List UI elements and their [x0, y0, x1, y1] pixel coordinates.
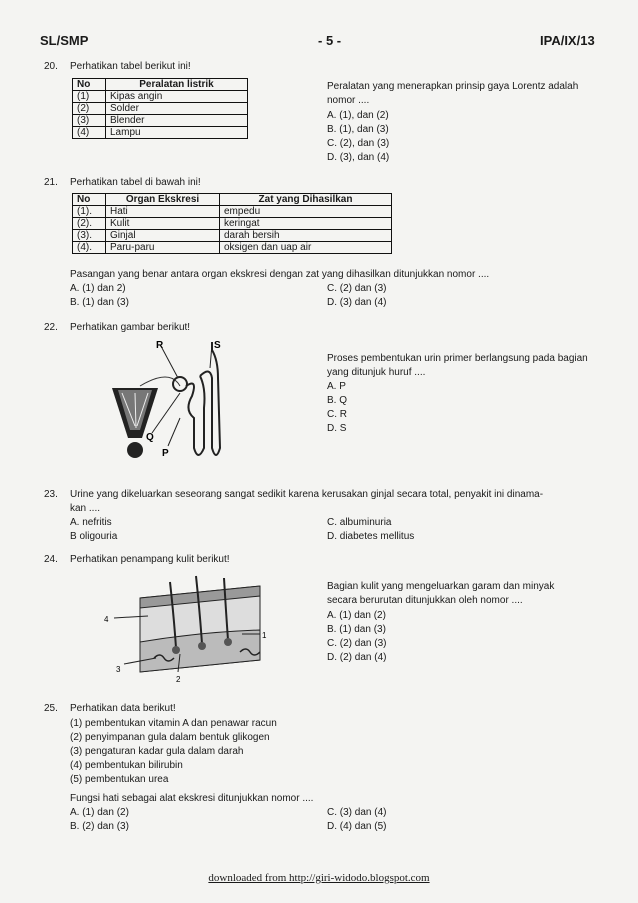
q24-option-b[interactable]: B. (1) dan (3) [327, 624, 386, 635]
q25-item-5: (5) pembentukan urea [70, 774, 169, 785]
cell: (3). [73, 230, 106, 242]
q25-option-b[interactable]: B. (2) dan (3) [70, 821, 129, 832]
q24-prompt: Perhatikan penampang kulit berikut! [70, 554, 230, 565]
q23-option-c[interactable]: C. albuminuria [327, 517, 392, 528]
table-row [73, 115, 248, 127]
cell: Ginjal [106, 230, 220, 242]
q24-option-a[interactable]: A. (1) dan (2) [327, 610, 386, 621]
table-row [73, 230, 392, 242]
q24-question-line1: Bagian kulit yang mengeluarkan garam dan minyak [327, 581, 555, 592]
cell: (3) [73, 115, 106, 127]
q21-question: Pasangan yang benar antara organ ekskresi dengan zat yang dihasilkan ditunjukkan nomor .... [70, 269, 490, 280]
table-row [73, 127, 248, 139]
q22-question-line1: Proses pembentukan urin primer berlangsung pada bagian [327, 353, 588, 364]
q25-question: Fungsi hati sebagai alat ekskresi ditunjukkan nomor .... [70, 793, 314, 804]
q21-th-substance: Zat yang Dihasilkan [220, 194, 392, 206]
cell: Lampu [106, 127, 248, 139]
q21-option-b[interactable]: B. (1) dan (3) [70, 297, 129, 308]
label-2: 2 [176, 675, 181, 684]
q25-item-2: (2) penyimpanan gula dalam bentuk glikogen [70, 732, 270, 743]
cell: (4) [73, 127, 106, 139]
q25-item-3: (3) pengaturan kadar gula dalam darah [70, 746, 244, 757]
q25-option-a[interactable]: A. (1) dan (2) [70, 807, 129, 818]
label-q: Q [146, 432, 154, 443]
q24-option-c[interactable]: C. (2) dan (3) [327, 638, 387, 649]
table-row [73, 218, 392, 230]
q21-option-d[interactable]: D. (3) dan (4) [327, 297, 387, 308]
q24-number: 24. [44, 554, 58, 565]
q20-th-no: No [73, 79, 106, 91]
q22-question-line2: yang ditunjuk huruf .... [327, 367, 426, 378]
q20-number: 20. [44, 61, 58, 72]
q22-option-a[interactable]: A. P [327, 381, 346, 392]
q22-option-d[interactable]: D. S [327, 423, 347, 434]
q25-option-d[interactable]: D. (4) dan (5) [327, 821, 387, 832]
q23-number: 23. [44, 489, 58, 500]
skin-diagram [100, 568, 270, 686]
q20-question-line2: nomor .... [327, 95, 370, 106]
q22-option-b[interactable]: B. Q [327, 395, 348, 406]
q20-option-d[interactable]: D. (3), dan (4) [327, 152, 390, 163]
q25-option-c[interactable]: C. (3) dan (4) [327, 807, 387, 818]
q23-question-line1: Urine yang dikeluarkan seseorang sangat sedikit karena kerusakan ginjal secara total, penyakit ini dinama- [70, 489, 544, 500]
q23-question-line2: kan .... [70, 503, 101, 514]
cell: Solder [106, 103, 248, 115]
table-row [73, 91, 248, 103]
q25-prompt: Perhatikan data berikut! [70, 703, 176, 714]
q25-item-4: (4) pembentukan bilirubin [70, 760, 183, 771]
label-3: 3 [116, 665, 121, 674]
table-row [73, 103, 248, 115]
header-left: SL/SMP [40, 33, 89, 48]
q22-number: 22. [44, 322, 58, 333]
cell: Kipas angin [106, 91, 248, 103]
table-row [73, 242, 392, 254]
cell: oksigen dan uap air [220, 242, 392, 254]
q21-number: 21. [44, 177, 58, 188]
label-r: R [156, 340, 164, 351]
header-page-number: - 5 - [318, 33, 342, 48]
q21-option-c[interactable]: C. (2) dan (3) [327, 283, 387, 294]
table-row [73, 206, 392, 218]
label-4: 4 [104, 615, 109, 624]
q24-option-d[interactable]: D. (2) dan (4) [327, 652, 387, 663]
q23-option-b[interactable]: B oligouria [70, 531, 118, 542]
header-right: IPA/IX/13 [540, 33, 595, 48]
label-1: 1 [262, 631, 267, 640]
q24-question-line2: secara berurutan ditunjukkan oleh nomor .... [327, 595, 523, 606]
q21-th-organ: Organ Ekskresi [106, 194, 220, 206]
label-s: S [214, 340, 221, 351]
cell: (4). [73, 242, 106, 254]
cell: Paru-paru [106, 242, 220, 254]
q23-option-a[interactable]: A. nefritis [70, 517, 112, 528]
cell: (1). [73, 206, 106, 218]
cell: (2) [73, 103, 106, 115]
q25-item-1: (1) pembentukan vitamin A dan penawar racun [70, 718, 277, 729]
q22-option-c[interactable]: C. R [327, 409, 347, 420]
cell: darah bersih [220, 230, 392, 242]
q20-option-c[interactable]: C. (2), dan (3) [327, 138, 390, 149]
cell: keringat [220, 218, 392, 230]
q21-th-no: No [73, 194, 106, 206]
cell: Kulit [106, 218, 220, 230]
q20-table [72, 78, 248, 139]
q21-table [72, 193, 392, 254]
cell: (2). [73, 218, 106, 230]
q20-option-b[interactable]: B. (1), dan (3) [327, 124, 389, 135]
q21-prompt: Perhatikan tabel di bawah ini! [70, 177, 201, 188]
q22-prompt: Perhatikan gambar berikut! [70, 322, 191, 333]
q21-option-a[interactable]: A. (1) dan 2) [70, 283, 126, 294]
q20-th-device: Peralatan listrik [106, 79, 248, 91]
footer-download-link[interactable]: downloaded from http://giri-widodo.blogspot.com [208, 872, 430, 884]
q20-prompt: Perhatikan tabel berikut ini! [70, 61, 191, 72]
label-p: P [162, 448, 169, 459]
cell: (1) [73, 91, 106, 103]
cell: Hati [106, 206, 220, 218]
cell: Blender [106, 115, 248, 127]
q23-option-d[interactable]: D. diabetes mellitus [327, 531, 415, 542]
nephron-diagram [100, 338, 260, 478]
q20-question-line1: Peralatan yang menerapkan prinsip gaya Lorentz adalah [327, 81, 579, 92]
cell: empedu [220, 206, 392, 218]
q20-option-a[interactable]: A. (1), dan (2) [327, 110, 389, 121]
q25-number: 25. [44, 703, 58, 714]
